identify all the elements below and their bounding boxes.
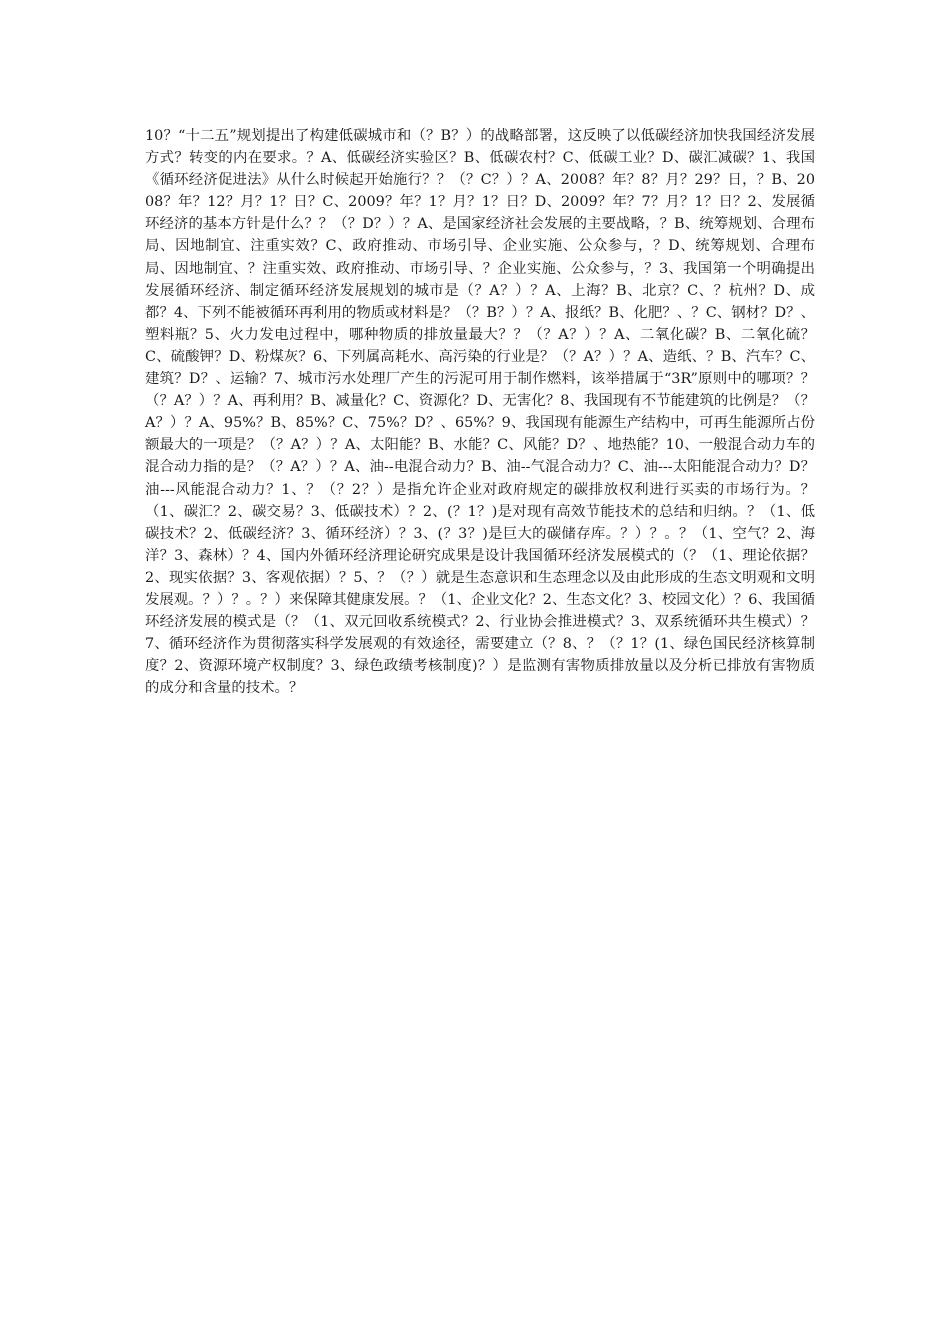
document-body-text: 10？“十二五”规划提出了构建低碳城市和（？B？）的战略部署，这反映了以低碳经济加快我国经济发展方式？转变的内在要求。？A、低碳经济实验区？B、低碳农村？C、低碳工业？D、碳汇减碳？1、我国《循环经济促进法》从什么时候起开始施行？？（？C？）？A、2008？年？8？月？29？日，？B、2008？年？12？月？1？日？C、2009？年？1？月？1？日？D、2009？年？7？月？1？日？2、发展循环经济的基本方针是什么？？（？D？）？A、是国家经济社会发展的主要战略，？B、统筹规划、合理布局、因地制宜、注重实效？C、政府推动、市场引导、企业实施、公众参与，？D、统筹规划、合理布局、因地制宜、？注重实效、政府推动、市场引导、？企业实施、公众参与，？3、我国第一个明确提出发展循环经济、制定循环经济发展规划的城市是（？A？）？A、上海？B、北京？C、？杭州？D、成都？4、下列不能被循环再利用的物质或材料是？（？B？）？A、报纸？B、化肥？、？C、钢材？D？、塑料瓶？5、火力发电过程中，哪种物质的排放量最大？？（？A？）？A、二氧化碳？B、二氧化硫？C、硫酸钾？D、粉煤灰？6、下列属高耗水、高污染的行业是？（？A？）？A、造纸、？B、汽车？C、建筑？D？、运输？7、城市污水处理厂产生的污泥可用于制作燃料，该举措属于“3R”原则中的哪项？？（？A？）？A、再利用？B、减量化？C、资源化？D、无害化？8、我国现有不节能建筑的比例是？（？A？）？A、95%？B、85%？C、75%？D？、65%？9、我国现有能源生产结构中，可再生能源所占份额最大的一项是？（？A？）？A、太阳能？B、水能？C、风能？D？、地热能？10、一般混合动力车的混合动力指的是？（？A？）？A、油--电混合动力？B、油--气混合动力？C、油---太阳能混合动力？D？油---风能混合动力？1、？（？2？）是指允许企业对政府规定的碳排放权利进行买卖的市场行为。？（1、碳汇？2、碳交易？3、低碳技术）？2、(？1？)是对现有高效节能技术的总结和归纳。？（1、低碳技术？2、低碳经济？3、循环经济）？3、(？3？)是巨大的碳储存库。？）？。？（1、空气？2、海洋？3、森林）？4、国内外循环经济理论研究成果是设计我国循环经济发展模式的（？（1、理论依据？2、现实依据？3、客观依据）？5、？（？）就是生态意识和生态理念以及由此形成的生态文明观和文明发展观。？）？。？）来保障其健康发展。？（1、企业文化？2、生态文化？3、校园文化）？6、我国循环经济发展的模式是（？（1、双元回收系统模式？2、行业协会推进模式？3、双系统循环共生模式）？7、循环经济作为贯彻落实科学发展观的有效途径，需要建立（？8、？（？1？(1、绿色国民经济核算制度？2、资源环境产权制度？3、绿色政绩考核制度)？）是监测有害物质排放量以及分析已排放有害物质的成分和含量的技术。？: [145, 128, 815, 697]
